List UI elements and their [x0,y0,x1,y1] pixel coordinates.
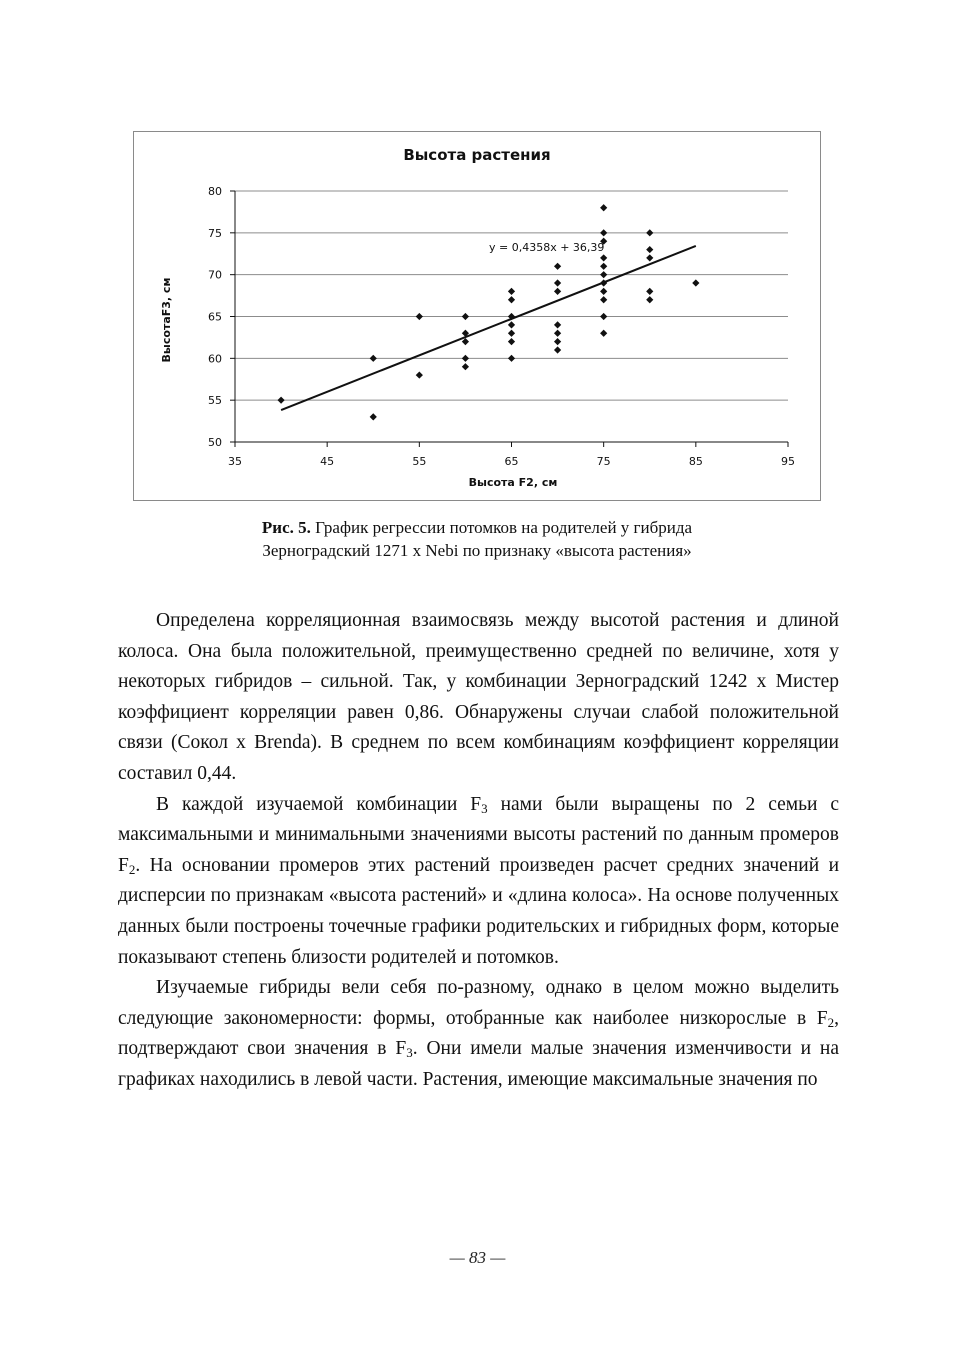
caption-text-line2: Зерноградский 1271 x Nebi по признаку «высота растения» [262,541,692,560]
data-point [462,355,469,362]
data-point [554,263,561,270]
chart-title: Высота растения [403,146,551,164]
y-tick-label: 55 [208,394,222,408]
y-tick-label: 50 [208,436,222,449]
data-point [600,296,607,303]
data-point [554,321,561,328]
paragraph-3 [118,973,839,1095]
paragraph-3-text-c: . Они имели малые значения изменчивости и на графиках находились в левой части. Растения, имеющие максимальные значения по [118,1038,840,1090]
page-number: — 83 — [449,1248,506,1267]
trendline [281,246,696,410]
data-point [646,288,653,295]
trendline-group [281,246,696,410]
data-point [646,229,653,236]
y-tick-label: 75 [208,226,222,240]
data-point [508,338,515,345]
x-tick-label: 75 [596,455,611,468]
data-point [508,288,515,295]
paragraph-2-text-a: В каждой изучаемой комбинации F [156,793,482,815]
x-tick-label: 85 [688,455,703,468]
data-point [646,296,653,303]
paragraph-3-text-b: , подтверждают свои значения в F [118,1007,839,1060]
subscript: 2 [827,1014,835,1030]
data-point [554,279,561,286]
data-point [600,271,607,278]
grid-lines [235,191,788,400]
subscript: 3 [481,800,488,816]
data-point [277,397,284,404]
data-point [600,288,607,295]
caption-label: Рис. 5. [261,518,311,537]
y-tick-label: 80 [208,185,222,198]
trendline-equation: y = 0,4358x + 36,39 [489,241,605,254]
chart-container [133,131,821,501]
x-tick-label: 65 [504,455,519,468]
paragraph-3-text-a: Изучаемые гибриды вели себя по-разному, однако в целом можно выделить следующие закономерности: формы, отобранные как наиболее низкорослые в F [118,977,839,1029]
y-tick-label: 65 [208,310,222,324]
data-point [554,338,561,345]
paragraph-2 [118,790,839,974]
data-point [600,330,607,337]
subscript: 2 [128,861,136,877]
data-point [508,355,515,362]
data-point [600,229,607,236]
data-point [554,330,561,337]
paragraph-2-text-c: . На основании промеров этих растений произведен расчет средних значений и дисперсии по признакам «высота растений» и «длина колоса». На основе полученных данных были построены точечные графики родительских и гибридных форм, которые показывают степень близости родителей и потомков. [118,854,839,968]
data-point [600,204,607,211]
caption-text-line1: График регрессии потомков на родителей у гибрида [310,518,693,537]
y-tick-label: 60 [208,352,222,366]
data-points [277,204,699,420]
y-tick-label: 70 [208,268,222,282]
data-point [416,313,423,320]
data-point [646,246,653,253]
data-point [508,296,515,303]
data-point [554,288,561,295]
data-point [370,355,377,362]
paragraph-1: Определена корреляционная взаимосвязь между высотой растения и длиной колоса. Она была положительной, преимущественно средней по величине, хотя у некоторых гибридов – сильной. Так, у комбинации Зерноградский 1242 x Мистер коэффициент корреляции равен 0,86. Обнаружены случаи слабой положительной связи (Сокол x Brenda). В среднем по всем комбинациям коэффициент корреляции составил 0,44. [118,610,839,784]
x-tick-label: 55 [412,455,427,468]
tick-labels [208,185,795,468]
y-axis-label: ВысотаF3, см [160,277,173,363]
subscript: 3 [406,1045,413,1061]
data-point [554,346,561,353]
x-tick-label: 95 [781,455,795,468]
data-point [646,254,653,261]
data-point [508,321,515,328]
data-point [416,371,423,378]
data-point [462,363,469,370]
scatter-chart [134,132,822,502]
x-axis-label: Высота F2, см [468,476,558,489]
data-point [462,313,469,320]
data-point [508,330,515,337]
x-tick-label: 45 [320,455,335,468]
data-point [600,254,607,261]
data-point [692,279,699,286]
data-point [600,313,607,320]
paragraph-2-text-b: нами были выращены по 2 семьи с максимальными и минимальными значениями высоты растений по данным промеров F [118,793,840,876]
x-tick-label: 35 [228,455,242,468]
figure-caption [118,516,836,562]
data-point [600,263,607,270]
body-text [118,606,839,1096]
data-point [370,413,377,420]
